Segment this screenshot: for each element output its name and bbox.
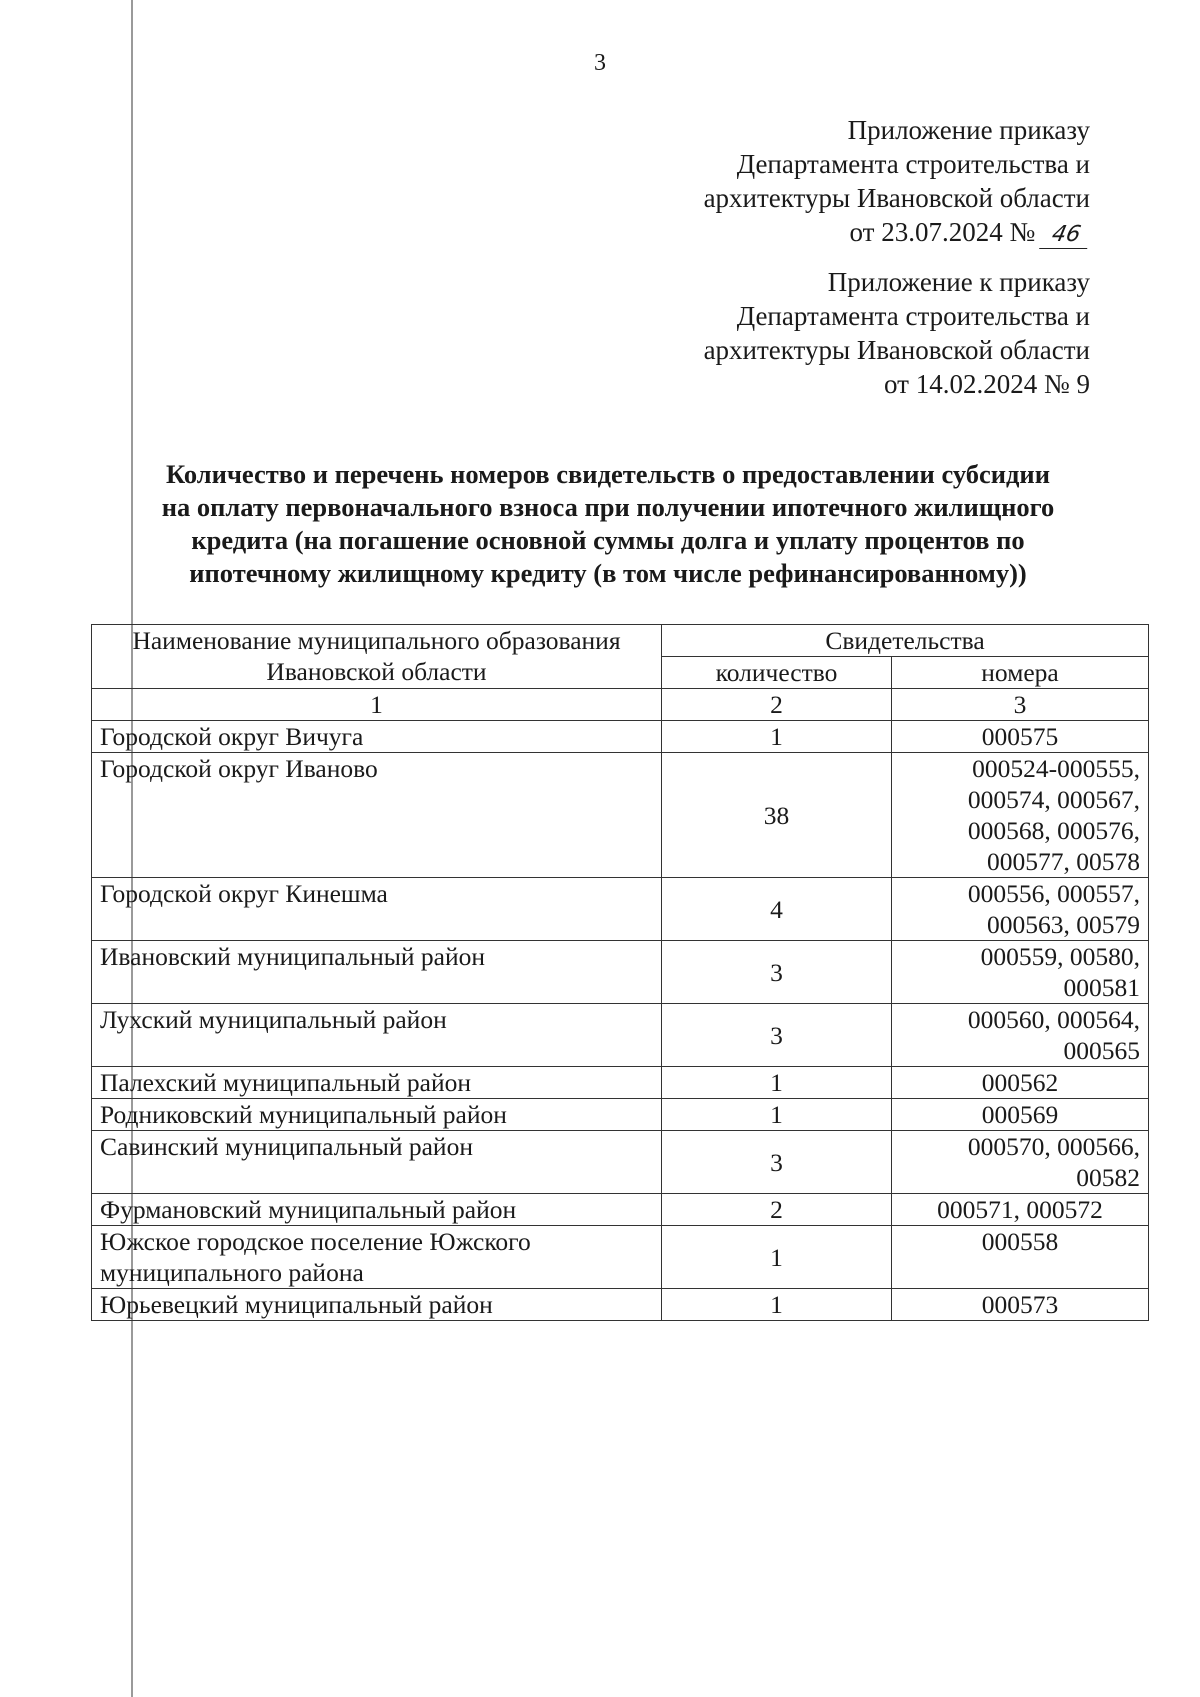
certificate-number-line: 000571, 000572 xyxy=(937,1195,1103,1224)
certificate-count: 1 xyxy=(662,1289,892,1321)
certificate-number-line: 000568, 000576, xyxy=(967,816,1140,845)
municipality-name: Городской округ Кинешма xyxy=(92,878,662,941)
table-header-row xyxy=(92,625,1149,657)
table-row xyxy=(92,878,1149,941)
certificate-numbers xyxy=(892,1067,1149,1099)
certificate-count: 4 xyxy=(662,878,892,941)
municipality-name: Лухский муниципальный район xyxy=(92,1004,662,1067)
document-title xyxy=(118,458,1098,590)
certificate-count: 3 xyxy=(662,1004,892,1067)
certificate-count: 38 xyxy=(662,753,892,878)
certificate-number-line: 00582 xyxy=(1076,1163,1140,1192)
page-number: 3 xyxy=(594,50,606,76)
certificate-number-line: 000573 xyxy=(981,1290,1059,1319)
table-row xyxy=(92,1131,1149,1194)
table-row xyxy=(92,1099,1149,1131)
certificate-numbers xyxy=(892,1099,1149,1131)
table-index-row xyxy=(92,689,1149,721)
certificate-numbers xyxy=(892,878,1149,941)
approval-block-previous xyxy=(704,265,1090,401)
certificate-count: 2 xyxy=(662,1194,892,1226)
certificate-number-line: 000558 xyxy=(981,1227,1059,1256)
certificate-numbers xyxy=(892,941,1149,1004)
certificate-number-line: 000563, 00579 xyxy=(987,910,1140,939)
certificate-number-line: 000577, 00578 xyxy=(987,847,1140,876)
certificate-number-line: 000562 xyxy=(981,1068,1059,1097)
municipality-name: Городской округ Вичуга xyxy=(92,721,662,753)
certificate-count: 1 xyxy=(662,1099,892,1131)
approval-line: Департамента строительства и xyxy=(736,301,1090,331)
certificate-number-line: 000574, 000567, xyxy=(967,785,1140,814)
table-row xyxy=(92,1194,1149,1226)
title-line: ипотечному жилищному кредиту (в том числе рефинансированному)) xyxy=(189,558,1027,588)
municipality-name: Фурмановский муниципальный район xyxy=(92,1194,662,1226)
table-row xyxy=(92,1067,1149,1099)
handwritten-order-number: 46 xyxy=(1039,222,1093,249)
certificate-numbers xyxy=(892,1226,1149,1289)
approval-line: Приложение к приказу xyxy=(827,267,1090,297)
table-row xyxy=(92,1289,1149,1321)
table-row xyxy=(92,721,1149,753)
title-line: на оплату первоначального взноса при получении ипотечного жилищного xyxy=(161,492,1055,522)
certificates-table xyxy=(91,624,1149,1321)
approval-line: архитектуры Ивановской области xyxy=(703,183,1090,213)
municipality-name: Ивановский муниципальный район xyxy=(92,941,662,1004)
certificate-number-line: 000581 xyxy=(1063,973,1140,1002)
certificate-numbers xyxy=(892,1194,1149,1226)
approval-line: архитектуры Ивановской области xyxy=(703,335,1090,365)
certificate-number-line: 000575 xyxy=(981,722,1059,751)
column-index: 1 xyxy=(92,689,662,721)
certificate-number-line: 000560, 000564, xyxy=(967,1005,1140,1034)
certificate-count: 3 xyxy=(662,941,892,1004)
certificate-numbers xyxy=(892,1289,1149,1321)
certificate-number-line: 000556, 000557, xyxy=(967,879,1140,908)
certificate-count: 3 xyxy=(662,1131,892,1194)
certificate-numbers xyxy=(892,1004,1149,1067)
certificate-numbers xyxy=(892,1131,1149,1194)
column-index: 3 xyxy=(892,689,1149,721)
header-count: количество xyxy=(662,657,892,689)
certificate-number-line: 000524-000555, xyxy=(972,754,1140,783)
municipality-name: Городской округ Иваново xyxy=(92,753,662,878)
certificate-number-line: 000559, 00580, xyxy=(980,942,1140,971)
municipality-name: Савинский муниципальный район xyxy=(92,1131,662,1194)
title-line: кредита (на погашение основной суммы долга и уплату процентов по xyxy=(191,525,1025,555)
approval-date: от 23.07.2024 № xyxy=(849,217,1036,247)
header-certificates: Свидетельства xyxy=(662,625,1149,657)
municipality-name: Палехский муниципальный район xyxy=(92,1067,662,1099)
table-row xyxy=(92,753,1149,878)
table-row xyxy=(92,1004,1149,1067)
approval-line: Департамента строительства и xyxy=(736,149,1090,179)
approval-line: Приложение приказу xyxy=(847,115,1090,145)
table-row xyxy=(92,1226,1149,1289)
certificate-numbers xyxy=(892,721,1149,753)
certificate-count: 1 xyxy=(662,721,892,753)
header-municipality: Наименование муниципального образования Ивановской области xyxy=(92,625,662,689)
header-numbers: номера xyxy=(892,657,1149,689)
certificate-numbers xyxy=(892,753,1149,878)
municipality-name: Южское городское поселение Южского муниципального района xyxy=(92,1226,662,1289)
table-row xyxy=(92,941,1149,1004)
approval-line: от 14.02.2024 № 9 xyxy=(884,369,1090,399)
approval-block-current xyxy=(704,113,1090,249)
certificate-number-line: 000570, 000566, xyxy=(967,1132,1140,1161)
municipality-name: Юрьевецкий муниципальный район xyxy=(92,1289,662,1321)
certificate-count: 1 xyxy=(662,1067,892,1099)
certificate-number-line: 000565 xyxy=(1063,1036,1140,1065)
certificate-number-line: 000569 xyxy=(981,1100,1059,1129)
approval-date-line xyxy=(704,215,1090,249)
title-line: Количество и перечень номеров свидетельств о предоставлении субсидии xyxy=(166,459,1050,489)
table-body xyxy=(92,721,1149,1321)
municipality-name: Родниковский муниципальный район xyxy=(92,1099,662,1131)
column-index: 2 xyxy=(662,689,892,721)
certificate-count: 1 xyxy=(662,1226,892,1289)
